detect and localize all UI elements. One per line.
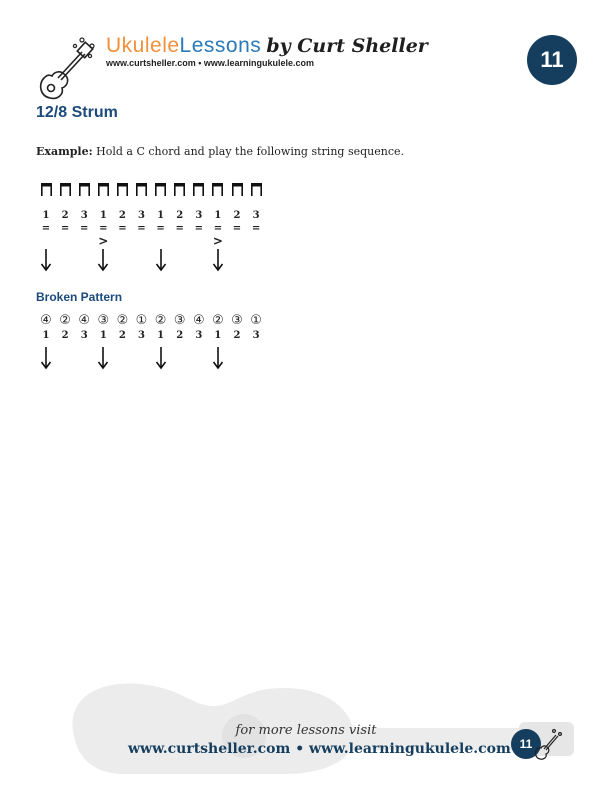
beat-count: 1: [99, 330, 107, 341]
footer-ukulele-watermark: [64, 666, 584, 776]
note-flag: [93, 181, 113, 200]
downstroke: [208, 346, 228, 374]
page-title: 12/8 Strum: [36, 104, 118, 121]
beat-count: 3: [195, 210, 203, 221]
note-flag: [189, 181, 209, 200]
brand-title: [106, 34, 428, 58]
beat-count: 3: [80, 330, 88, 341]
example-text: [36, 145, 404, 158]
footer-websites[interactable]: www.curtsheller.com • www.learningukulele.com: [128, 741, 511, 757]
tie-mark: =: [137, 223, 146, 234]
string-number: ④: [40, 313, 52, 328]
note-flag-icon: [60, 183, 71, 196]
beat-count: 2: [61, 210, 69, 221]
string-number: ②: [154, 313, 167, 328]
beat-count: 3: [195, 330, 203, 341]
brand-ukulele: Ukulele: [106, 34, 180, 57]
string-number: ②: [212, 313, 224, 328]
note-flag: [151, 181, 171, 200]
down-arrow-icon: [40, 248, 52, 272]
tie-mark: =: [79, 223, 89, 234]
tie-mark: =: [99, 223, 108, 234]
beat-count: 1: [214, 330, 222, 341]
string-number: ③: [231, 313, 243, 328]
down-arrow-icon: [97, 248, 109, 272]
string-number: ③: [97, 313, 110, 328]
down-arrow-icon: [212, 248, 224, 272]
note-flag: [246, 181, 266, 200]
tie-mark: =: [118, 223, 127, 234]
header-websites: www.curtsheller.com • www.learningukulele.com: [106, 58, 315, 68]
string-number: ④: [192, 313, 205, 328]
tie-mark: =: [60, 223, 70, 234]
tie-mark: =: [41, 223, 51, 234]
tie-mark: =: [213, 223, 223, 234]
down-arrow-icon: [155, 248, 167, 272]
note-flag-icon: [41, 183, 52, 196]
example-label: Example:: [36, 145, 93, 158]
string-number: ④: [78, 313, 91, 328]
tie-mark: =: [156, 223, 165, 234]
beat-count: 3: [252, 210, 260, 221]
accent-mark: >: [212, 234, 223, 248]
down-arrow-icon: [97, 346, 109, 370]
beat-count: 1: [214, 210, 222, 221]
note-flag: [55, 181, 75, 200]
string-number: ③: [173, 313, 186, 328]
note-flag-icon: [117, 183, 128, 196]
brand-author: by Curt Sheller: [266, 35, 428, 57]
beat-count: 1: [157, 210, 165, 221]
ukulele-logo-icon: [34, 34, 104, 104]
note-flag: [227, 181, 247, 200]
downstroke: [208, 248, 228, 276]
page-number-badge: 11: [527, 35, 577, 85]
tie-mark: =: [232, 223, 242, 234]
string-number: ①: [135, 313, 148, 328]
note-flag-icon: [212, 183, 223, 196]
down-arrow-icon: [212, 346, 224, 370]
note-flag-icon: [232, 183, 243, 196]
beat-count: 3: [80, 210, 88, 221]
beat-count: 3: [138, 210, 145, 221]
note-flag: [170, 181, 190, 200]
beat-count: 3: [252, 330, 260, 341]
footer-page-number-badge: 11: [511, 729, 541, 759]
down-arrow-icon: [155, 346, 167, 370]
beat-count: 2: [61, 330, 69, 341]
note-flag-icon: [193, 183, 204, 196]
beat-count: 1: [157, 330, 165, 341]
accent-mark: >: [98, 234, 109, 248]
brand-lessons: Lessons: [179, 34, 262, 57]
note-flag: [112, 181, 132, 200]
down-arrow-icon: [40, 346, 52, 370]
note-flag-icon: [251, 183, 262, 196]
beat-count: 1: [42, 330, 50, 341]
tie-mark: =: [175, 223, 184, 234]
note-flag-icon: [174, 183, 185, 196]
note-flag: [36, 181, 56, 200]
string-number: ②: [59, 313, 71, 328]
beat-count: 2: [176, 330, 184, 341]
downstroke: [93, 248, 113, 276]
note-flag: [208, 181, 228, 200]
note-flag-icon: [136, 183, 147, 196]
tie-mark: =: [194, 223, 203, 234]
footer-visit-text: for more lessons visit: [235, 723, 377, 738]
downstroke: [36, 248, 56, 276]
beat-count: 2: [233, 210, 241, 221]
note-flag-icon: [155, 183, 166, 196]
note-flag: [74, 181, 94, 200]
downstroke: [151, 346, 171, 374]
beat-count: 3: [138, 330, 145, 341]
tie-mark: =: [251, 223, 261, 234]
note-flag-icon: [79, 183, 90, 196]
beat-count: 2: [176, 210, 184, 221]
beat-count: 2: [118, 330, 126, 341]
beat-count: 2: [233, 330, 241, 341]
footer-ukulele-icon: [530, 726, 562, 762]
downstroke: [93, 346, 113, 374]
broken-pattern-title: Broken Pattern: [36, 290, 123, 304]
note-flag-icon: [98, 183, 109, 196]
note-flag: [132, 181, 152, 200]
beat-count: 2: [118, 210, 126, 221]
string-number: ①: [250, 313, 262, 328]
beat-count: 1: [99, 210, 107, 221]
downstroke: [151, 248, 171, 276]
string-number: ②: [116, 313, 129, 328]
downstroke: [36, 346, 56, 374]
example-instruction: Hold a C chord and play the following string sequence.: [96, 145, 404, 158]
beat-count: 1: [42, 210, 50, 221]
